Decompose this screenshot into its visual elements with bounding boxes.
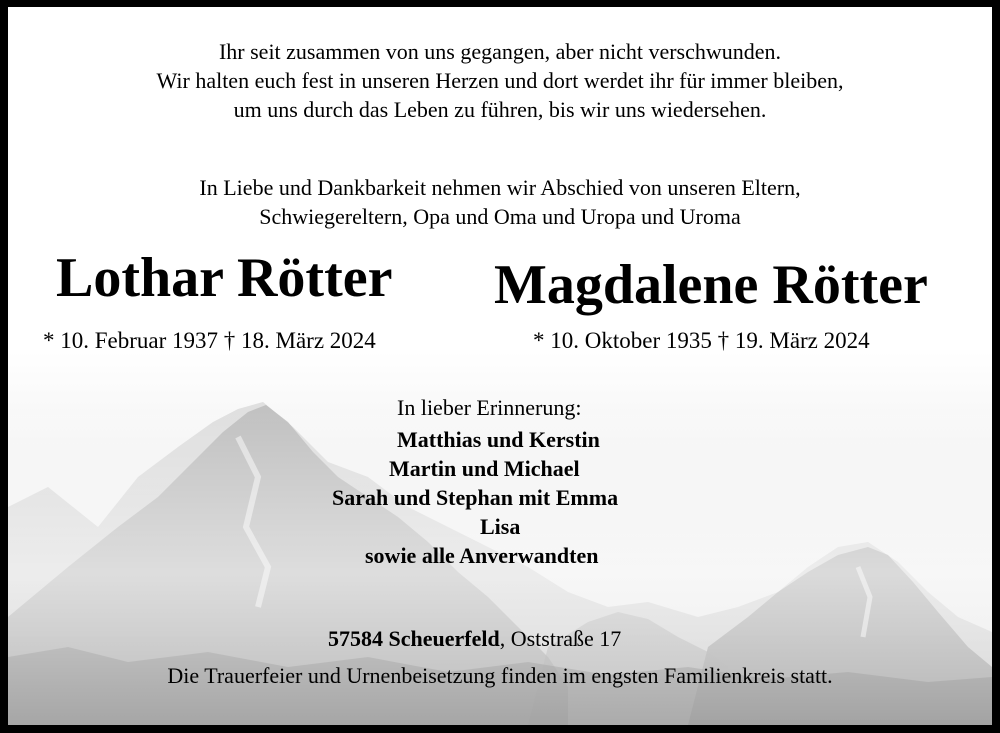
address-city: 57584 Scheuerfeld: [328, 626, 500, 651]
poem-line: um uns durch das Leben zu führen, bis wir uns wiedersehen.: [233, 97, 767, 122]
mourner-name: Matthias und Kerstin: [397, 427, 600, 452]
poem: [8, 37, 992, 124]
mourner-name: sowie alle Anverwandten: [365, 543, 599, 568]
obituary-card: [8, 7, 992, 725]
mourners-heading: In lieber Erinnerung:: [397, 395, 582, 420]
funeral-notice: Die Trauerfeier und Urnenbeisetzung finden im engsten Familienkreis statt.: [167, 663, 833, 688]
mourner-name: Sarah und Stephan mit Emma: [332, 485, 619, 510]
intro-line: In Liebe und Dankbarkeit nehmen wir Abschied von unseren Eltern,: [199, 175, 801, 200]
deceased-dates-2: * 10. Oktober 1935 † 19. März 2024: [533, 328, 870, 353]
address: [328, 624, 621, 653]
mourner-name: Lisa: [480, 514, 521, 539]
intro-text: [8, 173, 992, 231]
intro-line: Schwiegereltern, Opa und Oma und Uropa und Uroma: [259, 204, 741, 229]
poem-line: Ihr seit zusammen von uns gegangen, aber nicht verschwunden.: [218, 39, 782, 64]
poem-line: Wir halten euch fest in unseren Herzen und dort werdet ihr für immer bleiben,: [156, 68, 844, 93]
address-street: , Oststraße 17: [499, 626, 622, 651]
deceased-dates-1: * 10. Februar 1937 † 18. März 2024: [43, 328, 376, 353]
mourner-name: Martin und Michael: [389, 456, 580, 481]
deceased-name-2: Magdalene Rötter: [494, 254, 928, 316]
deceased-name-1: Lothar Rötter: [56, 247, 393, 309]
